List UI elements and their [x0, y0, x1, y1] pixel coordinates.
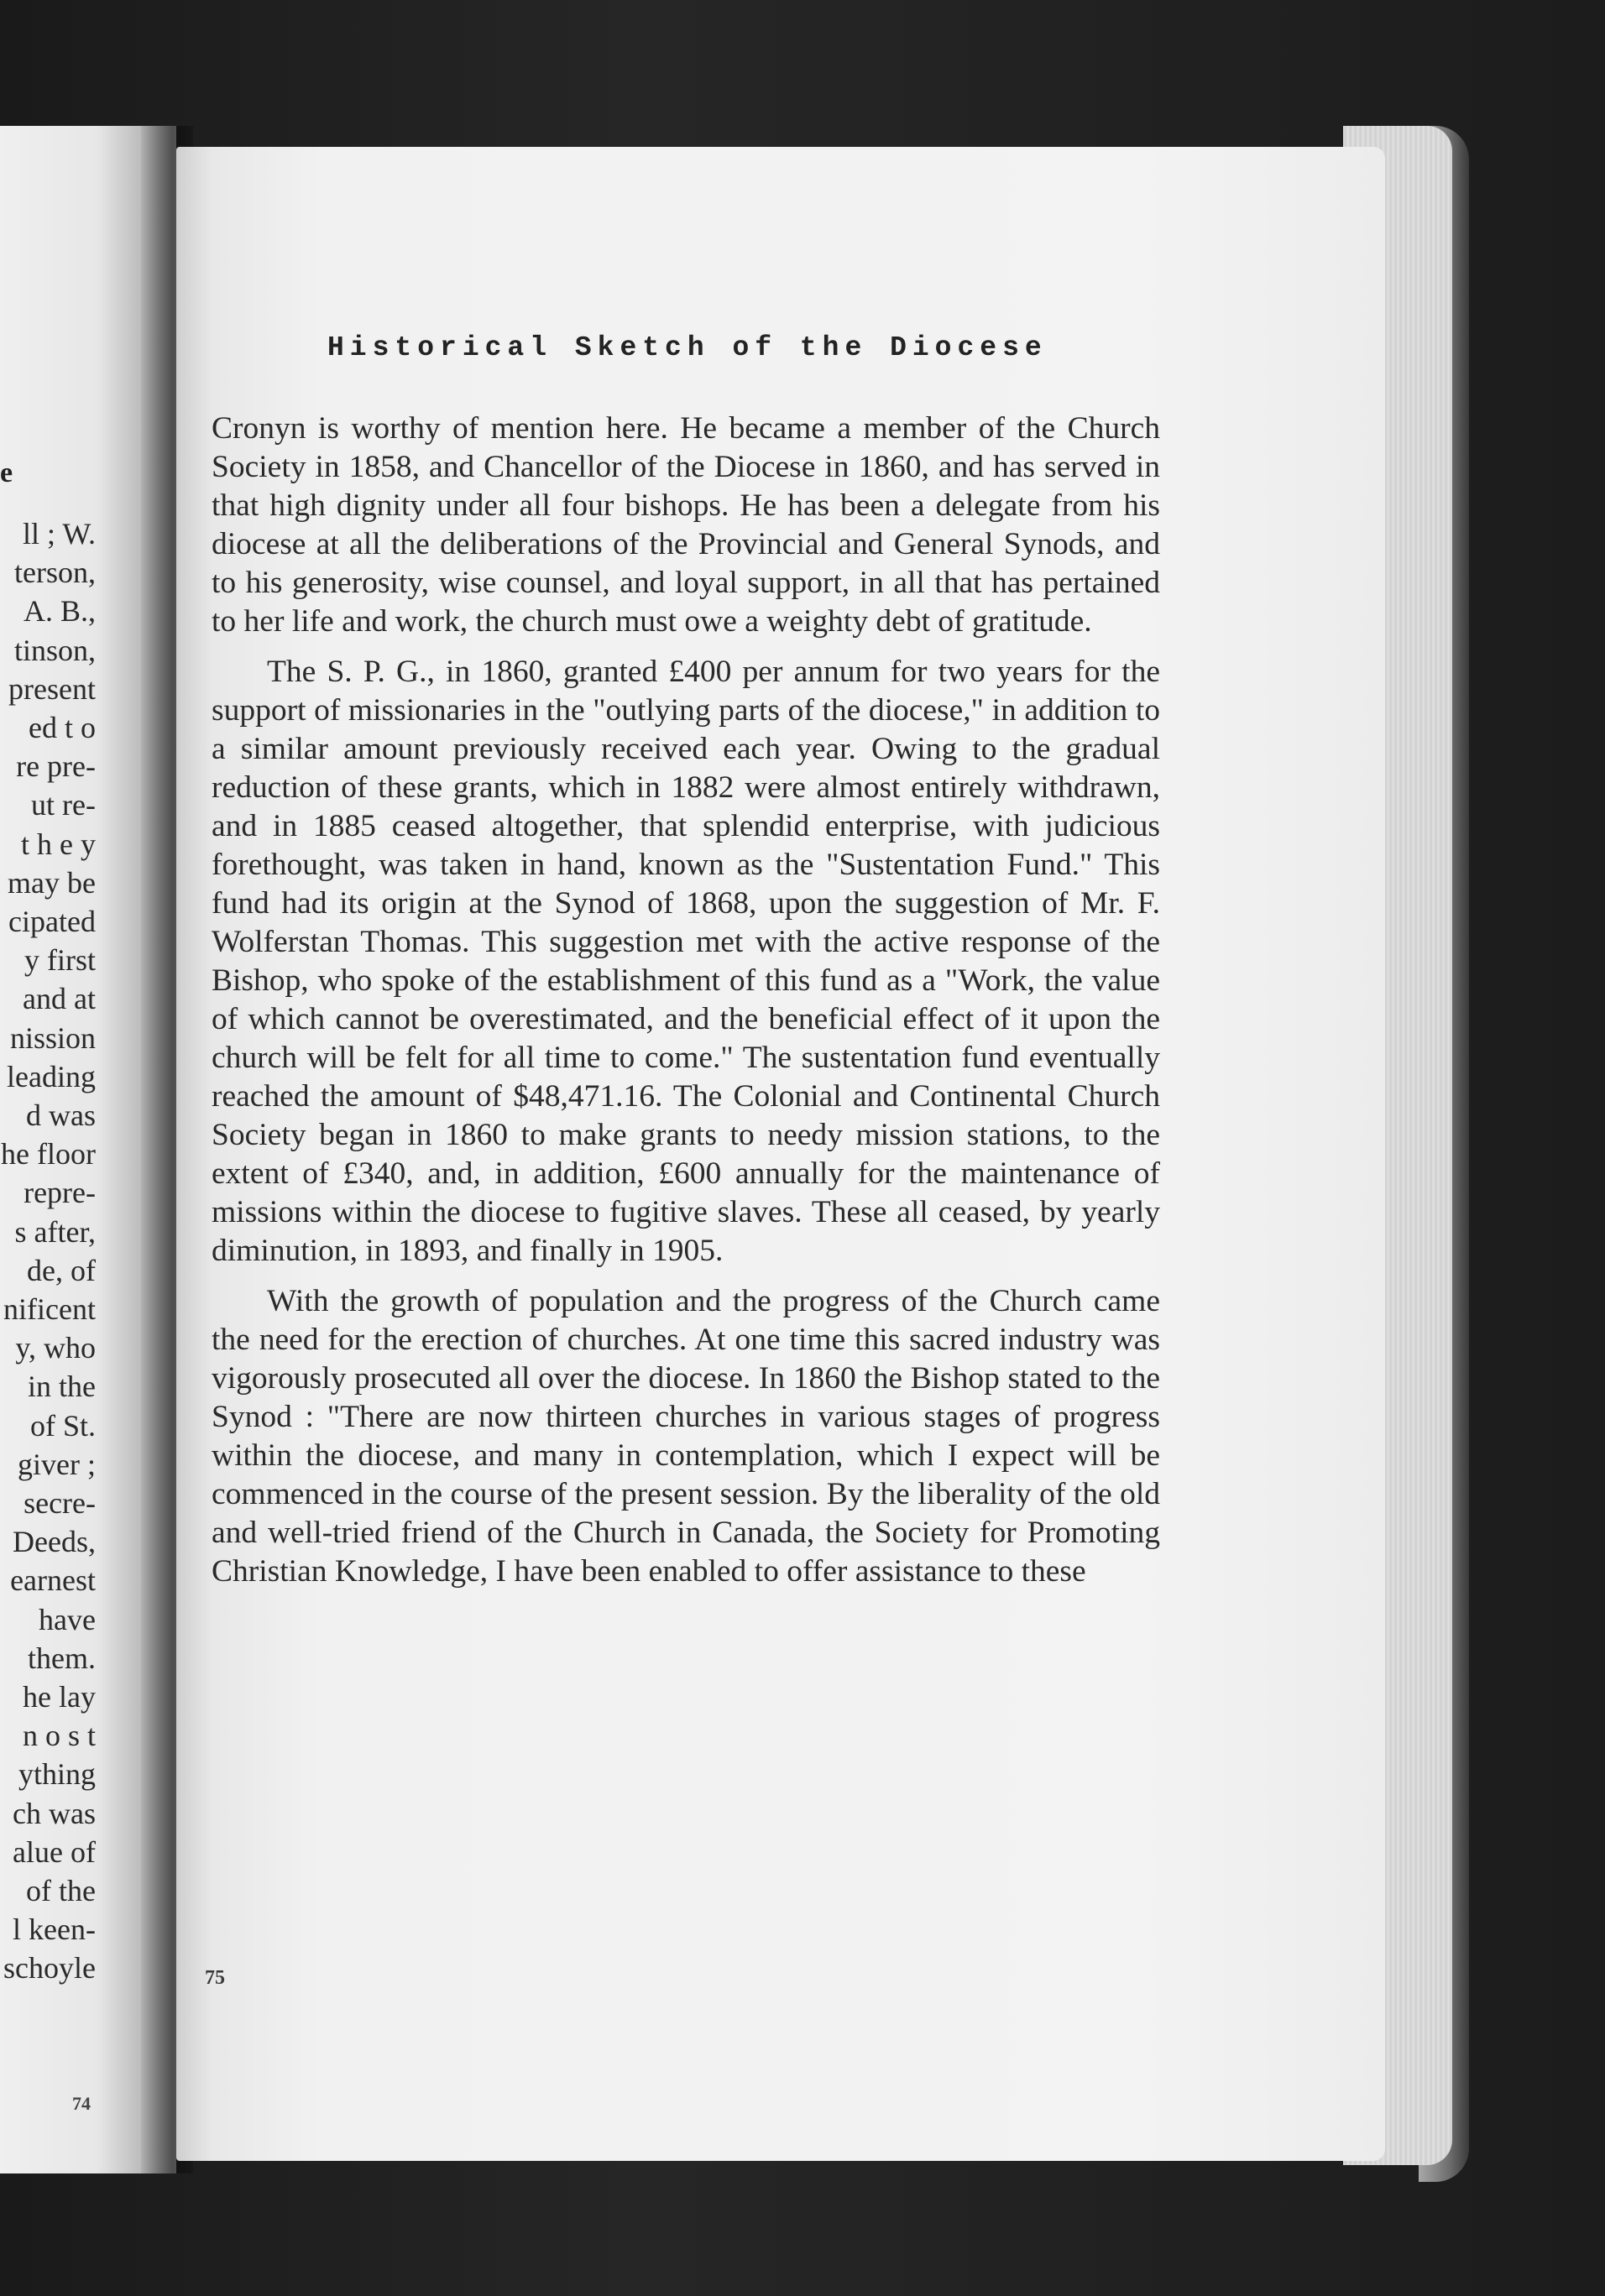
left-page-line: he lay — [23, 1680, 96, 1714]
left-page-number: 74 — [72, 2093, 91, 2114]
left-page-line: cipated — [8, 905, 96, 938]
left-page-line: l keen- — [13, 1912, 96, 1947]
right-page-number: 75 — [205, 1967, 225, 1989]
left-page-line: them. — [28, 1641, 96, 1675]
left-page-line: ch was — [13, 1796, 96, 1830]
left-page-line: ll ; W. — [22, 517, 96, 551]
left-page-line: ed t o — [29, 711, 96, 744]
paragraph-1: Cronyn is worthy of mention here. He became a member of the Church Society in 1858, and Chancellor of the Diocese in 1860, and has served in that high dignity under all four bishops. He has been a delegate from his diocese at all the deliberations of the Provincial and General Synods, and to his generosity, wise counsel, and loyal support, in all that has pertained to her life and work, the church must owe a weighty debt of gratitude. — [212, 411, 1160, 639]
paragraph-3: With the growth of population and the progress of the Church came the need for the erection of churches. At one time this sacred industry was vigorously prosecuted all over the diocese. In 1860 the Bishop stated to the Synod : "There are now thirteen churches in various stages of progress within the diocese, and many in contemplation, which I expect will be commenced in the course of the present session. By the liberality of the old and well-tried friend of the Church in Canada, the Society for Promoting Christian Knowledge, I have been enabled to offer assistance to these — [212, 1284, 1160, 1589]
left-page-line: and at — [23, 982, 96, 1016]
left-page-line: have — [39, 1602, 96, 1636]
left-page-line: earnest — [10, 1563, 96, 1598]
left-page-line: alue of — [13, 1834, 96, 1869]
left-page-line: tinson, — [13, 633, 96, 667]
left-page-line: of the — [26, 1874, 96, 1907]
left-page-line: A. B., — [23, 594, 96, 629]
left-page-line: re pre- — [16, 749, 96, 784]
left-page-line: y, who — [15, 1331, 96, 1365]
left-page-line: nificent — [3, 1292, 96, 1326]
left-page-line: in the — [28, 1370, 96, 1404]
left-page-line: t h e y — [21, 827, 96, 861]
left-page-line: nission — [9, 1020, 96, 1055]
left-page-line: d was — [26, 1098, 96, 1132]
left-page-line: ut re- — [31, 788, 96, 822]
left-page-line: present — [8, 671, 96, 706]
left-page-line: of St. — [29, 1408, 96, 1443]
left-page-line: may be — [8, 865, 96, 900]
left-page-line: ything — [18, 1757, 96, 1792]
left-page-line: leading — [7, 1059, 96, 1093]
left-page-line: giver ; — [18, 1447, 96, 1481]
left-page-line: terson, — [14, 556, 96, 590]
left-page-line: he floor — [1, 1137, 96, 1171]
left-page-line: y first — [24, 943, 96, 978]
left-page-line: Deeds, — [13, 1525, 96, 1559]
left-page-line: schoyle — [3, 1951, 96, 1986]
left-page-line: secre- — [24, 1486, 96, 1520]
body-text — [212, 410, 1160, 1603]
running-head: Historical Sketch of the Diocese — [327, 332, 1048, 363]
left-page-line: repre- — [24, 1176, 96, 1210]
left-page-line: de, of — [27, 1253, 96, 1287]
left-running-head-fragment: e — [0, 457, 17, 488]
left-page-line: s after, — [14, 1214, 96, 1249]
paragraph-2: The S. P. G., in 1860, granted £400 per annum for two years for the support of missionaries in the "outlying parts of the diocese," in addition to a similar amount previously received each year. Owing to the gradual reduction of these grants, which in 1882 were almost entirely withdrawn, and in 1885 ceased altogether, that splendid enterprise, with judicious forethought, was taken in hand, known as the "Sustentation Fund." This fund had its origin at the Synod of 1868, upon the suggestion of Mr. F. Wolferstan Thomas. This suggestion met with the active response of the Bishop, who spoke of the establishment of this fund as a "Work, the value of which cannot be overestimated, and the beneficial effect of it upon the church will be felt for all time to come." The sustentation fund eventually reached the amount of $48,471.16. The Colonial and Continental Church Society began in 1860 to make grants to needy mission stations, to the extent of £340, and, in addition, £600 annually for the maintenance of missions within the diocese to fugitive slaves. These all ceased, by yearly diminution, in 1893, and finally in 1905. — [212, 655, 1160, 1268]
left-page-line: n o s t — [22, 1719, 96, 1753]
